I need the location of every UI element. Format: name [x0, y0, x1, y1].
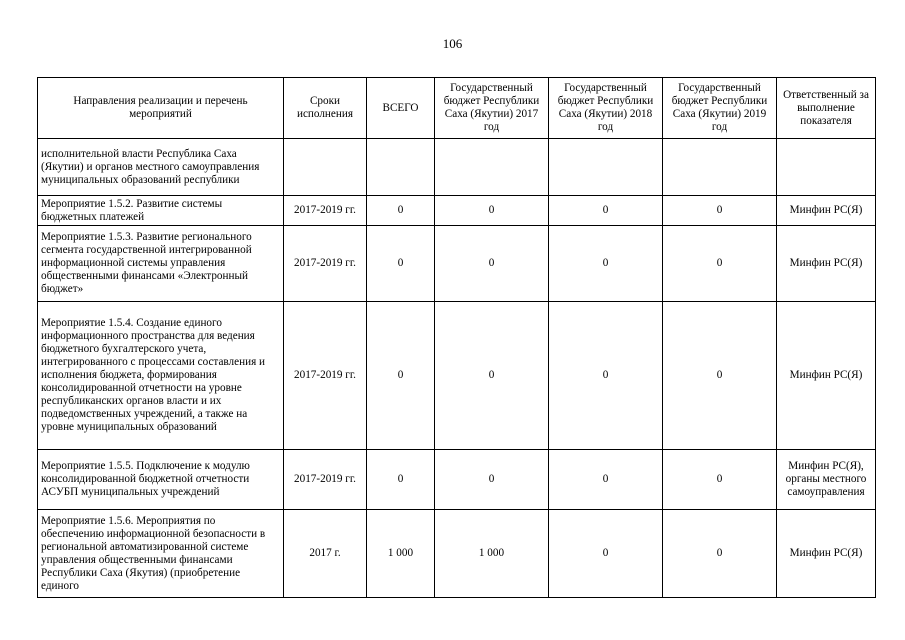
row-name: Мероприятие 1.5.2. Развитие системы бюджетных платежей [38, 196, 284, 226]
row-2019: 0 [663, 450, 777, 510]
row-2019: 0 [663, 226, 777, 302]
row-name: Мероприятие 1.5.3. Развитие регионального сегмента государственной интегрированной информационной системы управления общественными финансами «Электронный бюджет» [38, 226, 284, 302]
row-name: Мероприятие 1.5.6. Мероприятия по обеспечению информационной безопасности в региональной автоматизированной системе управления общественными финансами Республики Саха (Якутия) (приобретение единого [38, 510, 284, 598]
table-row [38, 302, 876, 450]
row-2017: 1 000 [435, 510, 549, 598]
row-2019: 0 [663, 302, 777, 450]
row-responsible: Минфин РС(Я), органы местного самоуправления [777, 450, 876, 510]
header-direction: Направления реализации и перечень мероприятий [38, 78, 284, 139]
row-terms: 2017-2019 гг. [284, 226, 367, 302]
table-header-row [38, 78, 876, 139]
row-terms: 2017-2019 гг. [284, 196, 367, 226]
row-2018: 0 [549, 510, 663, 598]
row-responsible [777, 139, 876, 196]
row-2018: 0 [549, 302, 663, 450]
row-total [367, 139, 435, 196]
row-2017: 0 [435, 302, 549, 450]
row-2019 [663, 139, 777, 196]
row-name: исполнительной власти Республика Саха (Якутии) и органов местного самоуправления муниципальных образований республики [38, 139, 284, 196]
table-row [38, 226, 876, 302]
row-2017: 0 [435, 450, 549, 510]
row-2017: 0 [435, 226, 549, 302]
row-2018: 0 [549, 450, 663, 510]
row-total: 0 [367, 226, 435, 302]
table-row [38, 139, 876, 196]
header-budget-2019: Государственный бюджет Республики Саха (Якутии) 2019 год [663, 78, 777, 139]
row-terms: 2017 г. [284, 510, 367, 598]
page-number: 106 [442, 36, 463, 51]
row-terms: 2017-2019 гг. [284, 450, 367, 510]
header-terms: Сроки исполнения [284, 78, 367, 139]
table-row [38, 510, 876, 598]
header-total: ВСЕГО [367, 78, 435, 139]
table-row [38, 450, 876, 510]
row-total: 0 [367, 302, 435, 450]
header-budget-2018: Государственный бюджет Республики Саха (Якутии) 2018 год [549, 78, 663, 139]
row-responsible: Минфин РС(Я) [777, 196, 876, 226]
row-name: Мероприятие 1.5.5. Подключение к модулю консолидированной бюджетной отчетности АСУБП муниципальных учреждений [38, 450, 284, 510]
row-2018: 0 [549, 196, 663, 226]
row-total: 0 [367, 450, 435, 510]
row-2017: 0 [435, 196, 549, 226]
row-responsible: Минфин РС(Я) [777, 226, 876, 302]
row-terms [284, 139, 367, 196]
row-total: 0 [367, 196, 435, 226]
row-total: 1 000 [367, 510, 435, 598]
row-2018 [549, 139, 663, 196]
row-2019: 0 [663, 510, 777, 598]
row-responsible: Минфин РС(Я) [777, 302, 876, 450]
budget-table [37, 77, 876, 598]
table-row [38, 196, 876, 226]
row-name: Мероприятие 1.5.4. Создание единого информационного пространства для ведения бюджетного бухгалтерского учета, интегрированного с процессами составления и исполнения бюджета, формирования консолидированной отчетности на уровне республиканских органов власти и их подведомственных учреждений, а также на уровне муниципальных образований [38, 302, 284, 450]
header-budget-2017: Государственный бюджет Республики Саха (Якутии) 2017 год [435, 78, 549, 139]
header-responsible: Ответственный за выполнение показателя [777, 78, 876, 139]
row-2017 [435, 139, 549, 196]
row-2019: 0 [663, 196, 777, 226]
row-2018: 0 [549, 226, 663, 302]
row-responsible: Минфин РС(Я) [777, 510, 876, 598]
row-terms: 2017-2019 гг. [284, 302, 367, 450]
